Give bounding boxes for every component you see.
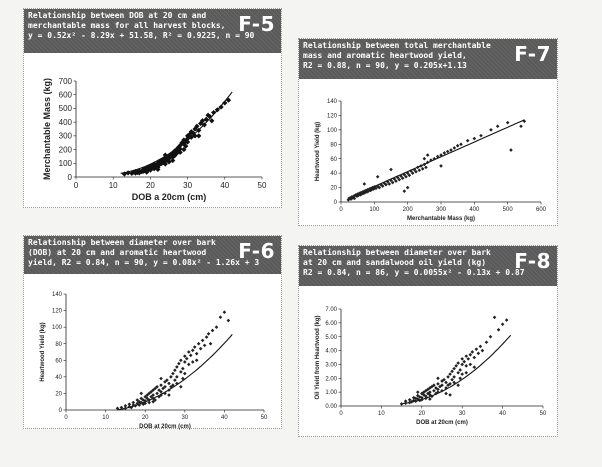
x-tick-label: 0 <box>339 411 343 417</box>
data-point <box>452 367 456 371</box>
data-point <box>464 364 468 368</box>
x-tick-label: 0 <box>339 207 343 213</box>
x-tick-label: 40 <box>499 411 506 417</box>
data-point <box>199 347 203 351</box>
x-tick-label: 50 <box>260 415 268 421</box>
x-tick-label: 30 <box>181 415 189 421</box>
x-axis-label: DOB at 20cm (cm) <box>139 424 191 430</box>
y-axis-label: Heartwood Yield (kg) <box>315 121 321 182</box>
data-point <box>428 397 432 401</box>
data-point <box>191 349 195 353</box>
data-point <box>456 371 460 375</box>
data-point <box>489 335 493 339</box>
x-tick-label: 10 <box>102 415 109 421</box>
data-point <box>454 364 458 368</box>
data-point <box>458 368 462 372</box>
x-tick-label: 0 <box>64 415 68 421</box>
data-point <box>223 310 227 314</box>
data-point <box>466 357 470 361</box>
data-point <box>171 372 175 376</box>
x-tick-label: 200 <box>402 207 413 213</box>
x-tick-label: 0 <box>73 181 79 190</box>
data-point <box>473 137 477 141</box>
x-axis-label: DOB a 20cm (cm) <box>131 192 207 202</box>
trend-line <box>121 92 233 173</box>
data-point <box>211 110 216 115</box>
y-tick-label: 6.00 <box>325 320 337 327</box>
data-point <box>179 358 183 362</box>
data-point <box>155 392 159 396</box>
data-point <box>424 397 428 401</box>
data-point <box>456 144 460 148</box>
x-tick-label: 30 <box>458 411 466 417</box>
data-point <box>222 100 227 105</box>
y-tick-label: 0 <box>58 408 62 415</box>
x-tick-label: 500 <box>502 207 513 213</box>
data-point <box>197 342 201 346</box>
chart-svg-f5 <box>24 9 283 209</box>
x-tick-label: 600 <box>535 207 547 213</box>
data-point <box>444 392 448 396</box>
x-tick-label: 10 <box>108 181 118 190</box>
x-tick-label: 10 <box>378 411 385 417</box>
data-point <box>466 139 470 143</box>
data-point <box>460 357 464 361</box>
data-point <box>468 353 472 357</box>
chart-title-line: (DOB) at 20 cm and aromatic heartwood <box>28 248 207 257</box>
y-tick-label: 20 <box>55 391 62 398</box>
data-point <box>203 344 207 348</box>
data-point <box>426 153 430 157</box>
data-point <box>448 372 452 376</box>
y-tick-label: 60 <box>55 358 62 365</box>
figure-label: F-5 <box>238 12 275 36</box>
data-point <box>167 382 171 386</box>
y-tick-label: 100 <box>51 325 62 332</box>
data-point <box>479 134 483 138</box>
data-point <box>159 377 163 381</box>
data-point <box>177 362 181 366</box>
data-point <box>218 104 223 109</box>
x-tick-label: 20 <box>141 415 149 421</box>
data-point <box>183 360 187 364</box>
data-point <box>446 375 450 379</box>
x-axis-label: Merchantable Mass (kg) <box>406 216 476 222</box>
data-point <box>169 375 173 379</box>
y-tick-label: 60 <box>330 156 337 163</box>
data-point <box>139 392 143 396</box>
chart-title-line: Relationship between diameter over bark <box>28 238 216 247</box>
chart-title-line: R2 = 0.88, n = 90, y = 0.205x+1.13 <box>303 61 467 70</box>
y-tick-label: 0 <box>67 172 72 182</box>
y-tick-label: 3.00 <box>325 362 337 369</box>
data-point <box>209 342 213 346</box>
x-axis-label: DOB at 20cm (cm) <box>416 420 468 426</box>
x-tick-label: 400 <box>469 207 480 213</box>
chart-panel-f6 <box>23 235 282 429</box>
data-point <box>195 352 199 356</box>
data-point <box>418 168 422 172</box>
data-point <box>453 146 457 150</box>
data-point <box>406 186 410 190</box>
data-point <box>189 354 193 358</box>
x-tick-label: 100 <box>369 207 380 213</box>
data-point <box>501 322 505 326</box>
x-tick-label: 50 <box>539 411 547 417</box>
data-point <box>400 402 404 406</box>
data-point <box>183 354 187 358</box>
data-point <box>195 358 199 362</box>
y-tick-label: 600 <box>58 90 72 100</box>
figure-label: F-6 <box>238 239 275 263</box>
data-point <box>493 316 497 320</box>
y-tick-label: 2.00 <box>325 376 337 383</box>
x-tick-label: 300 <box>435 207 447 213</box>
data-point <box>464 371 468 375</box>
chart-svg-f7 <box>299 39 559 227</box>
y-axis-label: Oil Yield from Heartwood (kg) <box>315 315 321 400</box>
data-point <box>175 382 179 386</box>
y-tick-label: 80 <box>55 341 62 348</box>
y-tick-label: 500 <box>58 104 72 114</box>
data-point <box>163 392 167 396</box>
chart-svg-f6 <box>24 236 283 430</box>
data-point <box>432 389 436 393</box>
data-point <box>473 356 477 360</box>
data-point <box>444 381 448 385</box>
y-tick-label: 100 <box>326 127 337 134</box>
chart-title-line: at 20 cm and sandalwood oil yield (kg) <box>303 258 487 267</box>
chart-svg-f8 <box>299 246 559 438</box>
x-tick-label: 30 <box>183 181 193 190</box>
data-point <box>489 128 493 132</box>
data-point <box>460 363 464 367</box>
data-point <box>196 133 201 138</box>
data-point <box>460 372 464 376</box>
data-point <box>464 354 468 358</box>
x-tick-label: 20 <box>145 181 155 190</box>
data-point <box>215 325 219 329</box>
y-tick-label: 0.00 <box>325 404 337 411</box>
data-point <box>506 121 510 125</box>
data-point <box>173 378 177 382</box>
data-point <box>423 157 427 161</box>
data-point <box>416 390 420 394</box>
data-point <box>181 367 185 371</box>
data-point <box>475 347 479 351</box>
data-point <box>509 148 513 152</box>
y-tick-label: 140 <box>326 99 337 106</box>
y-axis-label: Merchantable Mass (kg) <box>42 77 52 181</box>
data-point <box>179 385 183 389</box>
x-tick-label: 40 <box>221 415 228 421</box>
data-point <box>167 393 171 397</box>
chart-title-line: yield, R2 = 0.84, n = 90, y = 0.08x² - 1.26x + 3 <box>28 258 260 267</box>
data-point <box>211 329 215 333</box>
data-point <box>193 345 197 349</box>
y-tick-label: 140 <box>51 292 62 299</box>
y-tick-label: 7.00 <box>325 307 337 314</box>
y-tick-label: 400 <box>58 117 72 127</box>
y-tick-label: 0 <box>333 200 337 207</box>
data-point <box>183 372 187 376</box>
data-point <box>227 319 231 323</box>
data-point <box>175 365 179 369</box>
y-tick-label: 5.00 <box>325 334 337 341</box>
data-point <box>179 370 183 374</box>
data-point <box>201 339 205 343</box>
data-point <box>132 401 136 405</box>
data-point <box>450 370 454 374</box>
data-point <box>159 383 163 387</box>
y-tick-label: 20 <box>330 185 337 192</box>
data-point <box>404 399 408 403</box>
x-tick-label: 40 <box>220 181 230 190</box>
data-point <box>175 375 179 379</box>
data-point <box>207 332 211 336</box>
data-point <box>448 393 452 397</box>
data-point <box>479 345 483 349</box>
data-point <box>128 402 132 406</box>
chart-title-line: R2 = 0.84, n = 86, y = 0.0055x² - 0.13x + 0.87 <box>303 268 525 277</box>
y-tick-label: 300 <box>58 131 72 141</box>
data-point <box>363 182 367 186</box>
y-axis-label: Heartwood Yield (kg) <box>40 322 46 382</box>
y-tick-label: 40 <box>55 374 62 381</box>
chart-title-line: y = 0.52x² - 8.29x + 51.58, R² = 0.9225, n = 90 <box>28 31 255 40</box>
data-point <box>219 315 223 319</box>
data-point <box>185 357 189 361</box>
data-point <box>421 167 425 171</box>
chart-panel-f5 <box>23 8 282 208</box>
chart-title-line: Relationship between DOB at 20 cm and <box>28 11 207 20</box>
data-point <box>187 350 191 354</box>
data-point <box>444 386 448 390</box>
y-tick-label: 80 <box>330 142 337 149</box>
data-point <box>424 166 428 170</box>
data-point <box>436 376 440 380</box>
data-point <box>481 349 485 353</box>
data-point <box>191 360 195 364</box>
chart-title-line: Relationship between total merchantable <box>303 41 491 50</box>
data-point <box>471 350 475 354</box>
trend-line <box>118 334 233 410</box>
y-tick-label: 40 <box>330 171 337 178</box>
chart-title-line: Relationship between diameter over bark <box>303 248 491 257</box>
data-point <box>403 189 407 193</box>
data-point <box>496 124 500 128</box>
data-point <box>205 335 209 339</box>
y-tick-label: 4.00 <box>325 348 337 355</box>
data-point <box>450 378 454 382</box>
data-point <box>459 142 463 146</box>
data-point <box>376 175 380 179</box>
data-point <box>452 375 456 379</box>
chart-title-line: mass and aromatic heartwood yield, <box>303 51 467 60</box>
data-point <box>477 352 481 356</box>
data-point <box>124 404 128 408</box>
figure-label: F-7 <box>514 42 551 66</box>
chart-panel-f7 <box>298 38 558 226</box>
y-tick-label: 1.00 <box>325 390 337 397</box>
figure-label: F-8 <box>514 249 551 273</box>
y-tick-label: 700 <box>58 76 72 86</box>
data-point <box>519 124 523 128</box>
y-tick-label: 120 <box>326 113 337 120</box>
data-point <box>485 340 489 344</box>
chart-panel-f8 <box>298 245 558 437</box>
data-point <box>462 360 466 364</box>
x-tick-label: 50 <box>257 181 267 190</box>
y-tick-label: 100 <box>58 159 72 169</box>
data-point <box>436 382 440 386</box>
data-point <box>497 328 501 332</box>
data-point <box>505 318 509 322</box>
data-point <box>389 168 393 172</box>
x-tick-label: 20 <box>418 411 426 417</box>
data-point <box>173 368 177 372</box>
chart-title-line: merchantable mass for all harvest blocks, <box>28 21 226 30</box>
y-tick-label: 200 <box>58 145 72 155</box>
y-tick-label: 120 <box>51 308 62 315</box>
data-point <box>456 361 460 365</box>
data-point <box>439 164 443 168</box>
data-point <box>187 363 191 367</box>
data-point <box>456 383 460 387</box>
data-point <box>473 365 477 369</box>
data-point <box>468 363 472 367</box>
